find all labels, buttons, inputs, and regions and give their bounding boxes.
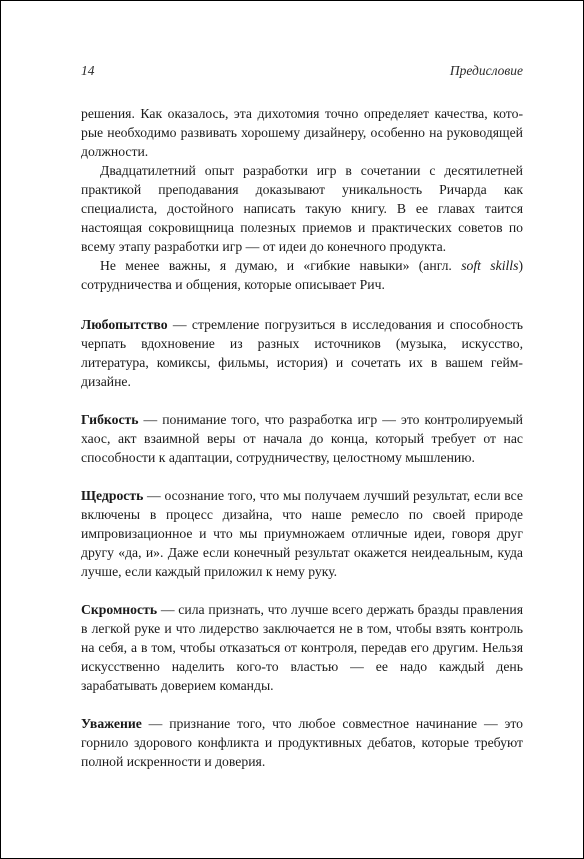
body-text <box>81 104 523 771</box>
soft-skills-tail: ) сотрудничества и общения, которые описывает Рич. <box>81 258 523 292</box>
definition-text: — признание того, что любое совместное начинание — это горнило здорового конфликта и продуктивных дебатов, которые требуют полной искренности и доверия. <box>81 716 523 769</box>
definition-term: Любопытство <box>81 317 168 332</box>
definition-term: Уважение <box>81 716 142 731</box>
page-number: 14 <box>81 63 95 78</box>
definition-text: — стремление погрузиться в исследования и способность черпать вдохновение из разных источников (музыка, искусство, литература, комиксы, фильмы, история) и сочетать их в вашем гейм-дизайне. <box>81 317 523 389</box>
soft-skills-term: soft skills <box>461 258 519 273</box>
definition-curiosity <box>81 315 523 391</box>
running-head <box>81 63 523 81</box>
definition-generosity <box>81 486 523 581</box>
definition-flexibility <box>81 410 523 467</box>
intro-paragraph-soft-skills <box>81 256 523 294</box>
definition-term: Скромность <box>81 602 158 617</box>
intro-paragraph-continued: решения. Как оказалось, эта дихотомия точно определяет качества, которые необходимо развивать хорошему дизайнеру, особенно на руководящей должности. <box>81 106 523 159</box>
definition-text: — сила признать, что лучше всего держать бразды правления в легкой руке и что лидерство заключается не в том, чтобы взять контроль на себя, а в том, чтобы отказаться от контроля, передав его другим. Нельзя искусственно наделить кого-то властью — ее надо каждый день зарабатывать доверием команды. <box>81 602 523 693</box>
definition-respect <box>81 714 523 771</box>
intro-paragraph-experience: Двадцатилетний опыт разработки игр в сочетании с десятилетней практикой преподавания доказывают уникальность Ричарда как специалиста, достойного написать такую книгу. В ее главах таится настоящая сокровищница полезных приемов и практических советов по всему этапу разработки игр — от идеи до конечного продукта. <box>81 163 523 254</box>
definition-text: — понимание того, что разработка игр — это контролируемый хаос, акт взаимной веры от начала до конца, который требует от нас способности к адаптации, сотрудничеству, целостному мышлению. <box>81 412 523 465</box>
section-title: Предисловие <box>449 63 523 78</box>
definition-text: — осознание того, что мы получаем лучший результат, если все включены в процесс дизайна, что наше ремесло по своей природе импровизационное и что мы приумножаем отличные идеи, говоря друг другу «да, и». Даже если конечный результат окажется неидеальным, куда лучше, если каждый приложил к нему руку. <box>81 488 523 579</box>
definition-term: Щедрость <box>81 488 144 503</box>
definition-humility <box>81 600 523 695</box>
definition-term: Гибкость <box>81 412 139 427</box>
soft-skills-lead: Не менее важны, я думаю, и «гибкие навыки» (англ. <box>100 258 462 273</box>
